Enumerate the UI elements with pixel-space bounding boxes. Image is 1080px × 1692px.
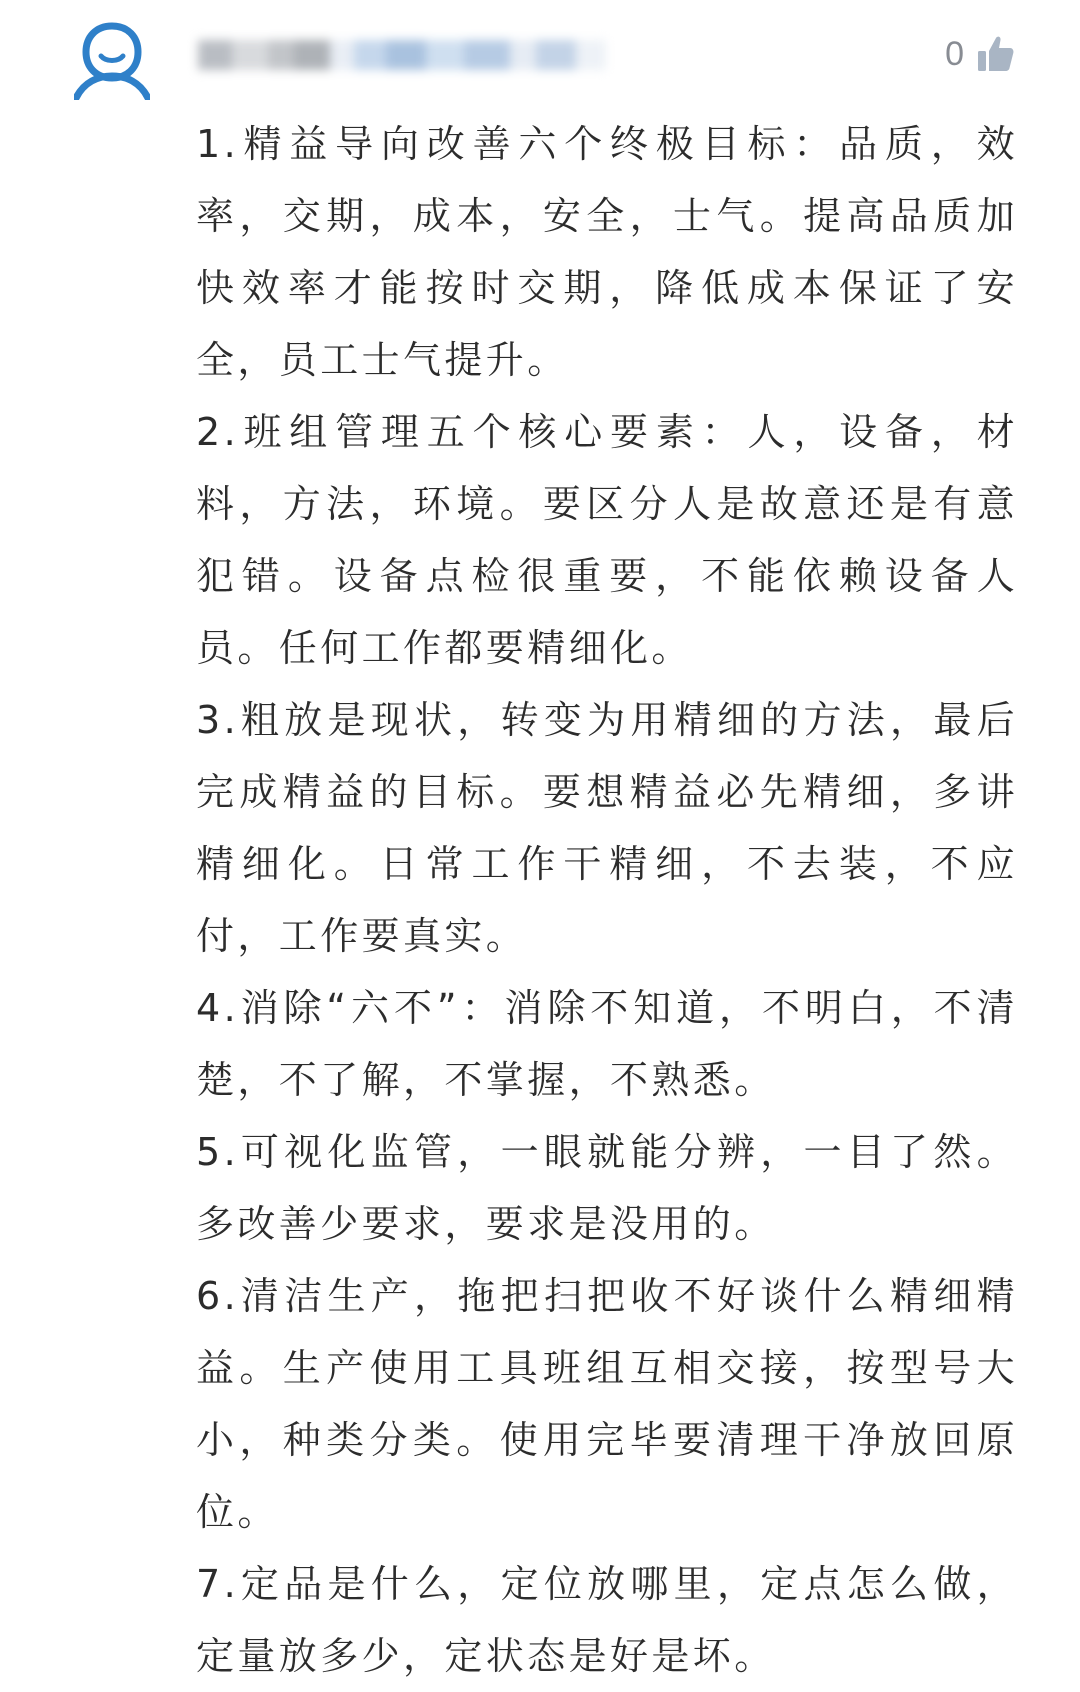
paragraph-7: 7.定品是什么，定位放哪里，定点怎么做，定量放多少，定状态是好是坏。: [196, 1562, 1018, 1678]
username-blurred[interactable]: [198, 36, 638, 74]
paragraph-6: 6.清洁生产，拖把扫把收不好谈什么精细精益。生产使用工具班组互相交接，按型号大小，种类分类。使用完毕要清理干净放回原位。: [196, 1274, 1018, 1534]
like-count: 0: [945, 35, 964, 73]
thumbs-up-icon[interactable]: [976, 34, 1016, 74]
paragraph-5: 5.可视化监管，一眼就能分辨，一目了然。多改善少要求，要求是没用的。: [196, 1130, 1018, 1246]
comment-body: [196, 108, 1018, 1692]
avatar-icon[interactable]: [74, 20, 150, 100]
paragraph-2: 2.班组管理五个核心要素：人，设备，材料，方法，环境。要区分人是故意还是有意犯错。设备点检很重要，不能依赖设备人员。任何工作都要精细化。: [196, 410, 1018, 670]
paragraph-4: 4.消除“六不”：消除不知道，不明白，不清楚，不了解，不掌握，不熟悉。: [196, 986, 1018, 1102]
paragraph-3: 3.粗放是现状，转变为用精细的方法，最后完成精益的目标。要想精益必先精细，多讲精细化。日常工作干精细，不去装，不应付，工作要真实。: [196, 698, 1018, 958]
like-button[interactable]: [945, 34, 1016, 74]
paragraph-1: 1.精益导向改善六个终极目标：品质，效率，交期，成本，安全，士气。提高品质加快效率才能按时交期，降低成本保证了安全，员工士气提升。: [196, 122, 1018, 382]
